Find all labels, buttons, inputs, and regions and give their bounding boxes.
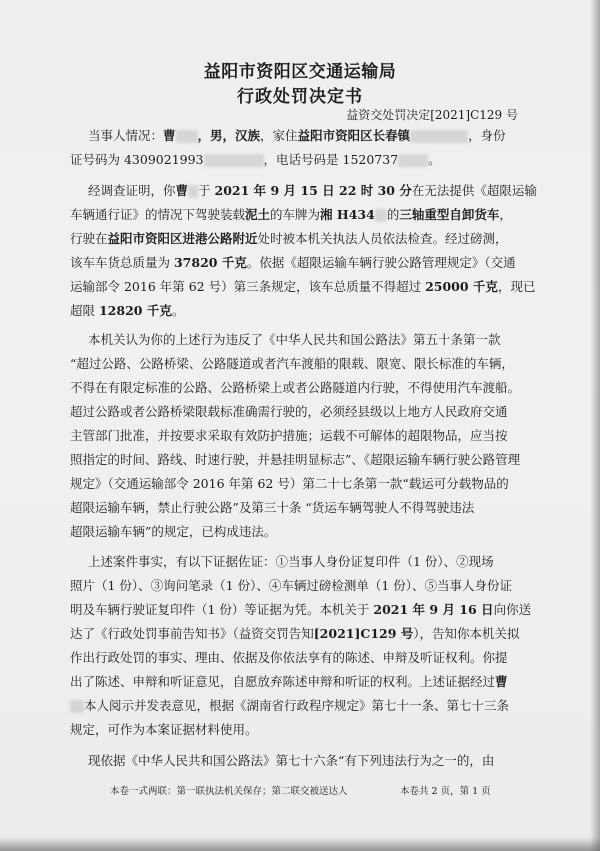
party-info-line-1: 当事人情况：曹 ，男，汉族，家住益阳市资阳区长春镇 ，身份: [88, 128, 506, 143]
evidence-line-1: 上述案件事实，有以下证据佐证：①当事人身份证复印件（1 份）、②现场: [88, 554, 494, 569]
violation-line-9: 超限运输车辆”的规定，已构成违法。: [70, 524, 277, 539]
redaction-mark: [70, 700, 84, 713]
violation-line-3: 不得在有限定标准的公路、公路桥梁上或者公路隧道内行驶，不得使用汽车渡船。: [70, 380, 521, 395]
violation-line-4: 超过公路或者公路桥梁限载标准确需行驶的，必须经县级以上地方人民政府交通: [70, 404, 508, 419]
redaction-mark: [188, 185, 198, 198]
violation-line-5: 主管部门批准，并按要求采取有效防护措施；运载不可解体的超限物品，应当按: [70, 428, 508, 443]
agency-title: 益阳市资阳区交通运输局: [203, 62, 397, 82]
evidence-line-8: 规定，可作为本案证据材料使用。: [70, 722, 258, 737]
evidence-line-5: 作出行政处罚的事实、理由、依据及你依法享有的陈述、申辩及听证权利。你提: [70, 650, 508, 665]
facts-line-1: 经调查证明，你曹 于 2021 年 9 月 15 日 22 时 30 分在无法提供《超限运输: [88, 183, 537, 198]
page-edge-shadow: [590, 0, 600, 851]
document-number: 益资交处罚决定[2021]C129 号: [346, 108, 518, 122]
violation-line-8: 超限运输车辆，禁止行驶公路”及第三十条 “货运车辆驾驶人不得驾驶违法: [70, 500, 475, 515]
violation-line-7: 规定》（交通运输部令 2016 年第 62 号）第二十七条第一款“载运可分载物品的: [70, 476, 509, 491]
footer-page-number: 本卷共 2 页，第 1 页: [400, 786, 491, 797]
facts-line-4: 该车车货总质量为 37820 千克。依据《超限运输车辆行驶公路管理规定》（交通: [70, 255, 516, 270]
evidence-line-3: 明及车辆行驶证复印件（1 份）等证据为凭。本机关于 2021 年 9 月 16 日向你送: [70, 602, 532, 617]
redaction-mark: [176, 130, 198, 143]
facts-line-5: 运输部令 2016 年第 62 号）第三条规定，该车总质量不得超过 25000 千克，现已: [70, 279, 536, 294]
evidence-line-4: 达了《行政处罚事前告知书》（益资交罚告知[2021]C129 号），告知你本机关拟: [70, 626, 520, 641]
evidence-line-2: 照片（1 份）、③询问笔录（1 份）、④车辆过磅检测单（1 份）、⑤当事人身份证: [70, 578, 513, 593]
document-title: 行政处罚决定书: [237, 87, 363, 107]
redaction-mark: [375, 209, 387, 222]
redaction-mark: [204, 154, 264, 167]
page-edge-shadow: [0, 837, 600, 851]
evidence-line-6: 出了陈述、申辩和听证意见，自愿放弃陈述申辩和听证的权利。上述证据经过曹: [70, 674, 508, 689]
decision-line-1: 现依据《中华人民共和国公路法》第七十六条“有下列违法行为之一的，由: [88, 753, 495, 768]
facts-line-6: 超限 12820 千克。: [70, 303, 185, 318]
party-info-line-2: 证号码为 4309021993 ，电话号码是 1520737 。: [70, 152, 441, 167]
redaction-mark: [410, 130, 468, 143]
violation-line-1: 本机关认为你的上述行为违反了《中华人民共和国公路法》第五十条第一款: [88, 332, 501, 347]
evidence-line-7: 本人阅示并发表意见，根据《湖南省行政程序规定》第七十一条、第七十三条: [70, 697, 535, 715]
redaction-mark: [398, 154, 428, 167]
facts-line-3: 行驶在益阳市资阳区进港公路附近处时被本机关执法人员依法检查。经过磅测，: [70, 231, 508, 246]
facts-line-2: 车辆通行证》的情况下驾驶装载泥土的车牌为湘 H434 的三轴重型自卸货车，: [70, 207, 512, 222]
violation-line-2: “超过公路、公路桥梁、公路隧道或者汽车渡船的限载、限宽、限长标准的车辆，: [70, 356, 514, 371]
violation-line-6: 照指定的时间、路线、时速行驶，并悬挂明显标志”、《超限运输车辆行驶公路管理: [70, 452, 521, 467]
footer-copies-note: 本卷一式两联：第一联执法机关保存；第二联交被送达人: [110, 786, 348, 797]
